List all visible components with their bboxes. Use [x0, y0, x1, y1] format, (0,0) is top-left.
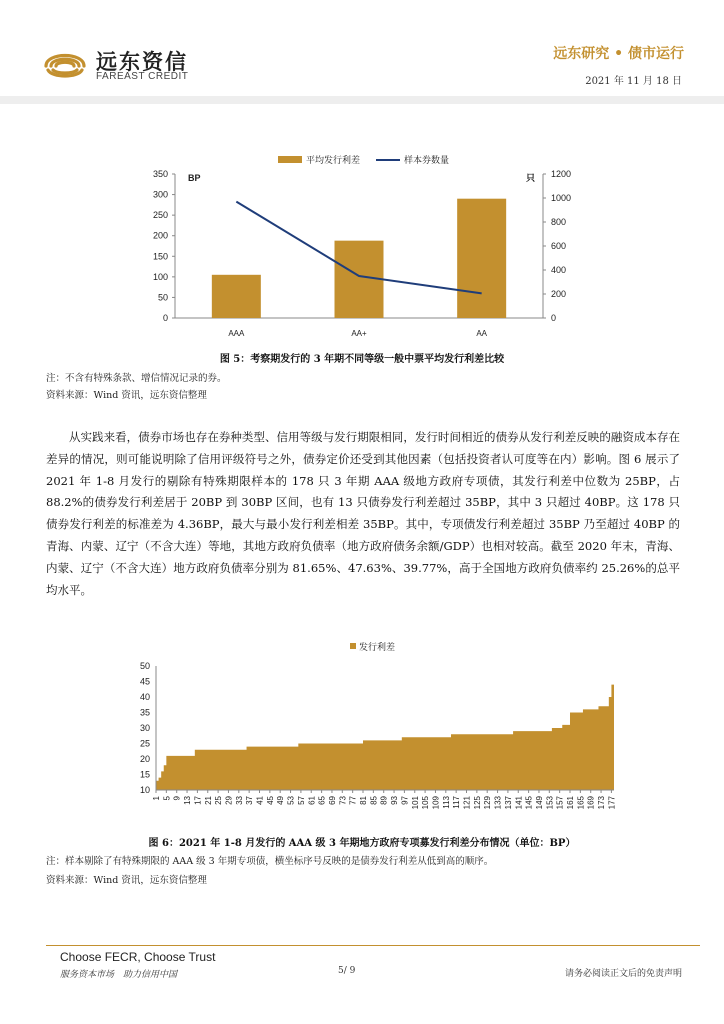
- fig5-y-tick-label: 200: [152, 230, 168, 241]
- footer-slogan: Choose FECR, Choose Trust: [60, 950, 216, 964]
- fig6-x-tick-label: 49: [276, 796, 286, 805]
- fig6-x-tick-label: 169: [586, 796, 596, 810]
- fig6-x-tick-label: 53: [286, 796, 296, 805]
- fig5-y-axis-label: BP: [188, 173, 201, 183]
- fig6-x-tick-label: 41: [255, 796, 265, 805]
- fig6-x-tick-label: 149: [534, 796, 544, 810]
- fig6-x-tick-label: 5: [162, 796, 172, 801]
- fig5-y2-tick-label: 400: [551, 265, 567, 275]
- fig5-y-tick-label: 100: [152, 271, 168, 282]
- report-date: 2021 年 11 月 18 日: [585, 76, 682, 87]
- fig6-x-tick-label: 125: [472, 796, 482, 810]
- fig6-x-tick-label: 165: [576, 796, 586, 810]
- fig5-category-label: AA: [476, 329, 488, 338]
- fig6-x-tick-label: 113: [441, 796, 451, 809]
- fig6-x-tick-label: 33: [234, 796, 244, 805]
- fig6-x-tick-label: 1: [152, 796, 161, 801]
- report-series: 远东研究 • 债市运行: [553, 46, 684, 62]
- fig6-x-tick-label: 161: [566, 796, 576, 810]
- fig5-y2-tick-label: 0: [551, 313, 557, 323]
- fig5-y-tick-label: 350: [152, 169, 168, 179]
- fig6-y-tick-label: 45: [139, 676, 150, 687]
- brand-name-en: FAREAST CREDIT: [96, 71, 189, 82]
- fig5-y-tick-label: 0: [162, 313, 168, 323]
- fig6-x-tick-label: 173: [597, 796, 607, 810]
- fig5-y-tick-label: 300: [152, 189, 168, 200]
- figure6-source: 资料来源：Wind 资讯，远东资信整理: [46, 875, 207, 886]
- fig5-y2-tick-label: 600: [551, 241, 567, 251]
- page-number: 5/ 9: [338, 966, 356, 976]
- fig6-x-tick-label: 21: [203, 796, 213, 805]
- fig6-y-tick-label: 35: [139, 707, 150, 718]
- fig5-y-tick-label: 150: [152, 251, 168, 262]
- fig6-x-tick-label: 25: [214, 796, 224, 805]
- fig6-x-tick-label: 101: [410, 796, 420, 810]
- fig5-legend-bar-label: 平均发行利差: [306, 155, 361, 165]
- header: [0, 0, 724, 96]
- fig6-y-tick-label: 40: [139, 692, 150, 702]
- fig6-x-tick-label: 81: [359, 796, 369, 805]
- fig5-y2-tick-label: 1200: [551, 169, 572, 179]
- figure5-caption: 图 5：考察期发行的 3 年期不同等级一般中票平均发行利差比较: [219, 354, 505, 365]
- fig6-x-tick-label: 137: [503, 796, 513, 810]
- fig5-y-tick-label: 50: [157, 292, 168, 303]
- brand-name-cn: 远东资信: [96, 50, 188, 74]
- fig5-category-label: AA+: [351, 329, 367, 338]
- figure5-chart: [130, 150, 590, 345]
- fig6-x-tick-label: 89: [379, 796, 389, 805]
- fig6-x-tick-label: 17: [193, 796, 203, 805]
- fig6-x-tick-label: 61: [307, 796, 317, 805]
- fig6-legend-swatch: [350, 643, 356, 649]
- fig6-x-tick-label: 9: [172, 796, 182, 801]
- fig6-x-tick-label: 57: [296, 796, 306, 805]
- fig5-y-tick-label: 250: [152, 210, 168, 221]
- footer-disclaimer: 请务必阅读正文后的免责声明: [564, 969, 682, 979]
- fig5-legend-line-label: 样本券数量: [404, 155, 450, 165]
- footer-tagline: 服务资本市场 助力信用中国: [60, 970, 178, 980]
- fig5-legend-bar-swatch: [278, 156, 302, 163]
- fig6-x-tick-label: 157: [555, 796, 565, 810]
- fig6-x-tick-label: 65: [317, 796, 327, 805]
- fig6-x-tick-label: 93: [390, 796, 400, 805]
- figure5-note: 注：不含有特殊条款、增信情况记录的券。: [46, 373, 227, 384]
- fig6-y-tick-label: 15: [139, 769, 150, 780]
- fig6-x-tick-label: 145: [524, 796, 534, 810]
- fig6-x-tick-label: 77: [348, 796, 358, 805]
- fig6-x-tick-label: 73: [338, 796, 348, 805]
- fig5-bar: [457, 199, 506, 318]
- fig5-category-label: AAA: [228, 329, 245, 338]
- fig6-x-tick-label: 117: [452, 796, 462, 809]
- fig5-y2-tick-label: 1000: [551, 193, 572, 203]
- fig6-y-tick-label: 50: [139, 661, 150, 671]
- figure5-source: 资料来源：Wind 资讯，远东资信整理: [46, 390, 207, 401]
- fig6-x-tick-label: 109: [431, 796, 441, 810]
- fig6-x-tick-label: 133: [493, 796, 503, 810]
- header-divider: [0, 96, 724, 104]
- fig6-legend-label: 发行利差: [359, 642, 396, 652]
- fig6-x-tick-label: 69: [327, 796, 337, 805]
- fig6-x-tick-label: 177: [607, 796, 617, 810]
- fig5-y2-axis-label: 只: [525, 173, 535, 183]
- body-paragraph: [46, 427, 680, 601]
- fig6-x-tick-label: 121: [462, 796, 472, 810]
- fig5-y2-tick-label: 200: [551, 289, 567, 299]
- fig5-y2-tick-label: 800: [551, 217, 567, 227]
- body-paragraph-text: 从实践来看，债券市场也存在券种类型、信用等级与发行期限相同，发行时间相近的债券从发行利差反映的融资成本存在差异的情况，则可能说明除了信用评级符号之外，债券定价还受到其他因素（包括投资者认可度等在内）影响。图 6 展示了 2021 年 1-8 月发行的剔除有特殊期限样本的 178 只 3 年期 AAA 级地方政府专项债，其发行利差中位数为 25BP，占 88.2%的债券发行利差居于 20BP 到 30BP 区间，也有 13 只债券发行利差超过 35BP，其中 3 只超过 40BP。这 178 只债券发行利差的标准差为 4.36BP，最大与最小发行利差相差 35BP。其中，专项债发行利差超过 35BP 乃至超过 40BP 的青海、内蒙、辽宁（不含大连）等地，其地方政府负债率（地方政府债务余额/GDP）也相对较高。截至 2020 年末，青海、内蒙、辽宁（不含大连）地方政府负债率分别为 81.65%、47.63%、39.77%，高于全国地方政府负债率约 25.26%的总平均水平。: [46, 430, 680, 597]
- fig6-y-tick-label: 20: [139, 754, 150, 764]
- fig6-x-tick-label: 129: [483, 796, 493, 810]
- figure6-chart: [126, 634, 626, 824]
- fig6-y-tick-label: 30: [139, 723, 150, 733]
- fig6-x-tick-label: 29: [224, 796, 234, 805]
- fig6-x-tick-label: 45: [265, 796, 275, 805]
- fig6-y-tick-label: 25: [139, 738, 150, 749]
- fig6-area-series: [156, 669, 614, 790]
- fig5-bar: [212, 275, 261, 318]
- fig6-x-tick-label: 85: [369, 796, 379, 805]
- fig6-x-tick-label: 141: [514, 796, 524, 810]
- footer-divider: [46, 945, 700, 946]
- fig6-x-tick-label: 13: [183, 796, 193, 805]
- fig6-x-tick-label: 105: [421, 796, 431, 810]
- figure6-note: 注：样本剔除了有特殊期限的 AAA 级 3 年期专项债，横坐标序号反映的是债券发行利差从低到高的顺序。: [46, 856, 494, 867]
- fig6-y-tick-label: 10: [139, 785, 150, 795]
- fig6-x-tick-label: 37: [245, 796, 255, 805]
- fig6-x-tick-label: 153: [545, 796, 555, 810]
- fig6-x-tick-label: 97: [400, 796, 410, 805]
- figure6-caption: 图 6：2021 年 1-8 月发行的 AAA 级 3 年期地方政府专项募发行利差分布情况（单位：BP）: [148, 838, 576, 849]
- fareast-logo-icon: [42, 44, 88, 84]
